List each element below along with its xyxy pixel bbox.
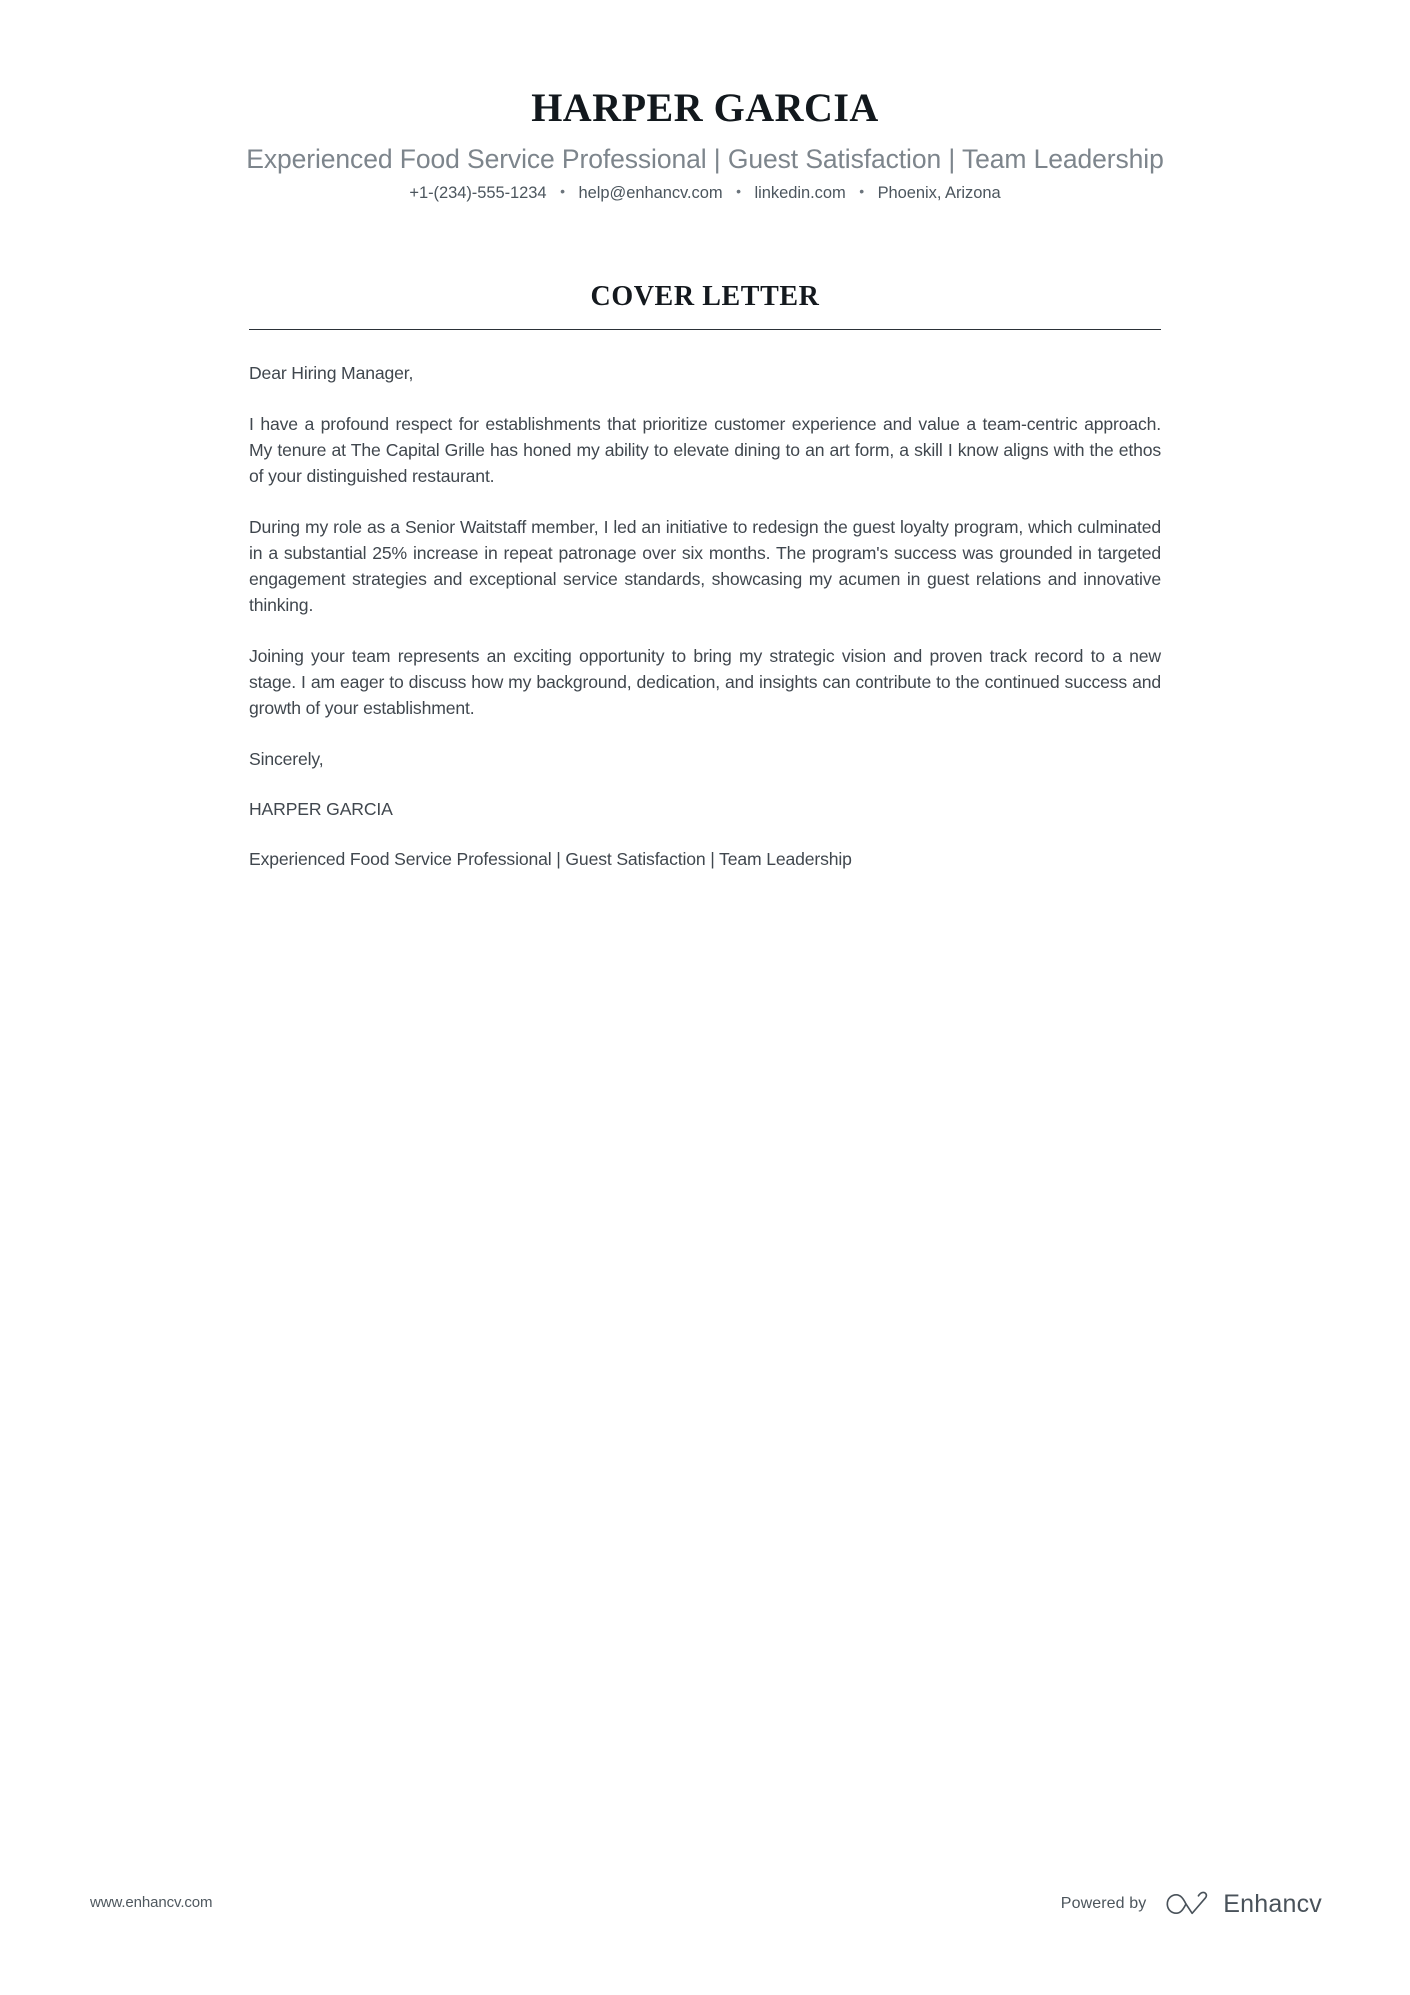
contact-line (0, 182, 1410, 204)
section-title-cover-letter: COVER LETTER (590, 280, 820, 312)
document-header (0, 0, 1410, 205)
letter-signer-name: HARPER GARCIA (249, 798, 393, 819)
letter-paragraph-2: During my role as a Senior Waitstaff member, I led an initiative to redesign the guest loyalty program, which culminated in a substantial 25% increase in repeat patronage over six months. The program's success was grounded in targeted engagement strategies and exceptional service standards, showcasing my acumen in guest relations and innovative thinking. (249, 516, 1161, 615)
letter-signoff: Sincerely, (249, 748, 324, 769)
document-footer (0, 1891, 1410, 1917)
enhancv-wordmark: Enhancv (1223, 1889, 1322, 1918)
letter-body (249, 330, 1161, 872)
powered-by-label: Powered by (1060, 1895, 1147, 1912)
footer-website-link[interactable]: www.enhancv.com (90, 1894, 213, 1911)
letter-salutation: Dear Hiring Manager, (249, 362, 414, 383)
contact-email[interactable]: help@enhancv.com (578, 184, 723, 203)
candidate-headline: Experienced Food Service Professional | Guest Satisfaction | Team Leadership (246, 143, 1164, 174)
footer-brand-block (1061, 1891, 1322, 1917)
letter-paragraph-1: I have a profound respect for establishments that prioritize customer experience and value a team-centric approach. My tenure at The Capital Grille has honed my ability to elevate dining to an art form, a skill I know aligns with the ethos of your distinguished restaurant. (249, 413, 1161, 486)
contact-phone: +1-(234)-555-1234 (409, 184, 547, 203)
contact-separator-icon: • (859, 183, 865, 200)
contact-separator-icon: • (736, 183, 741, 200)
contact-location: Phoenix, Arizona (877, 184, 1001, 203)
enhancv-infinity-logo-icon (1164, 1891, 1210, 1917)
contact-linkedin[interactable]: linkedin.com (754, 184, 846, 203)
candidate-name: HARPER GARCIA (531, 85, 879, 130)
letter-signer-title: Experienced Food Service Professional | Guest Satisfaction | Team Leadership (249, 848, 852, 869)
enhancv-logo-lockup[interactable] (1164, 1891, 1322, 1917)
section-header (249, 205, 1161, 330)
letter-paragraph-3: Joining your team represents an exciting opportunity to bring my strategic vision and proven track record to a new stage. I am eager to discuss how my background, dedication, and insights can contribute to the continued success and growth of your establishment. (249, 645, 1161, 718)
contact-separator-icon: • (560, 183, 565, 200)
